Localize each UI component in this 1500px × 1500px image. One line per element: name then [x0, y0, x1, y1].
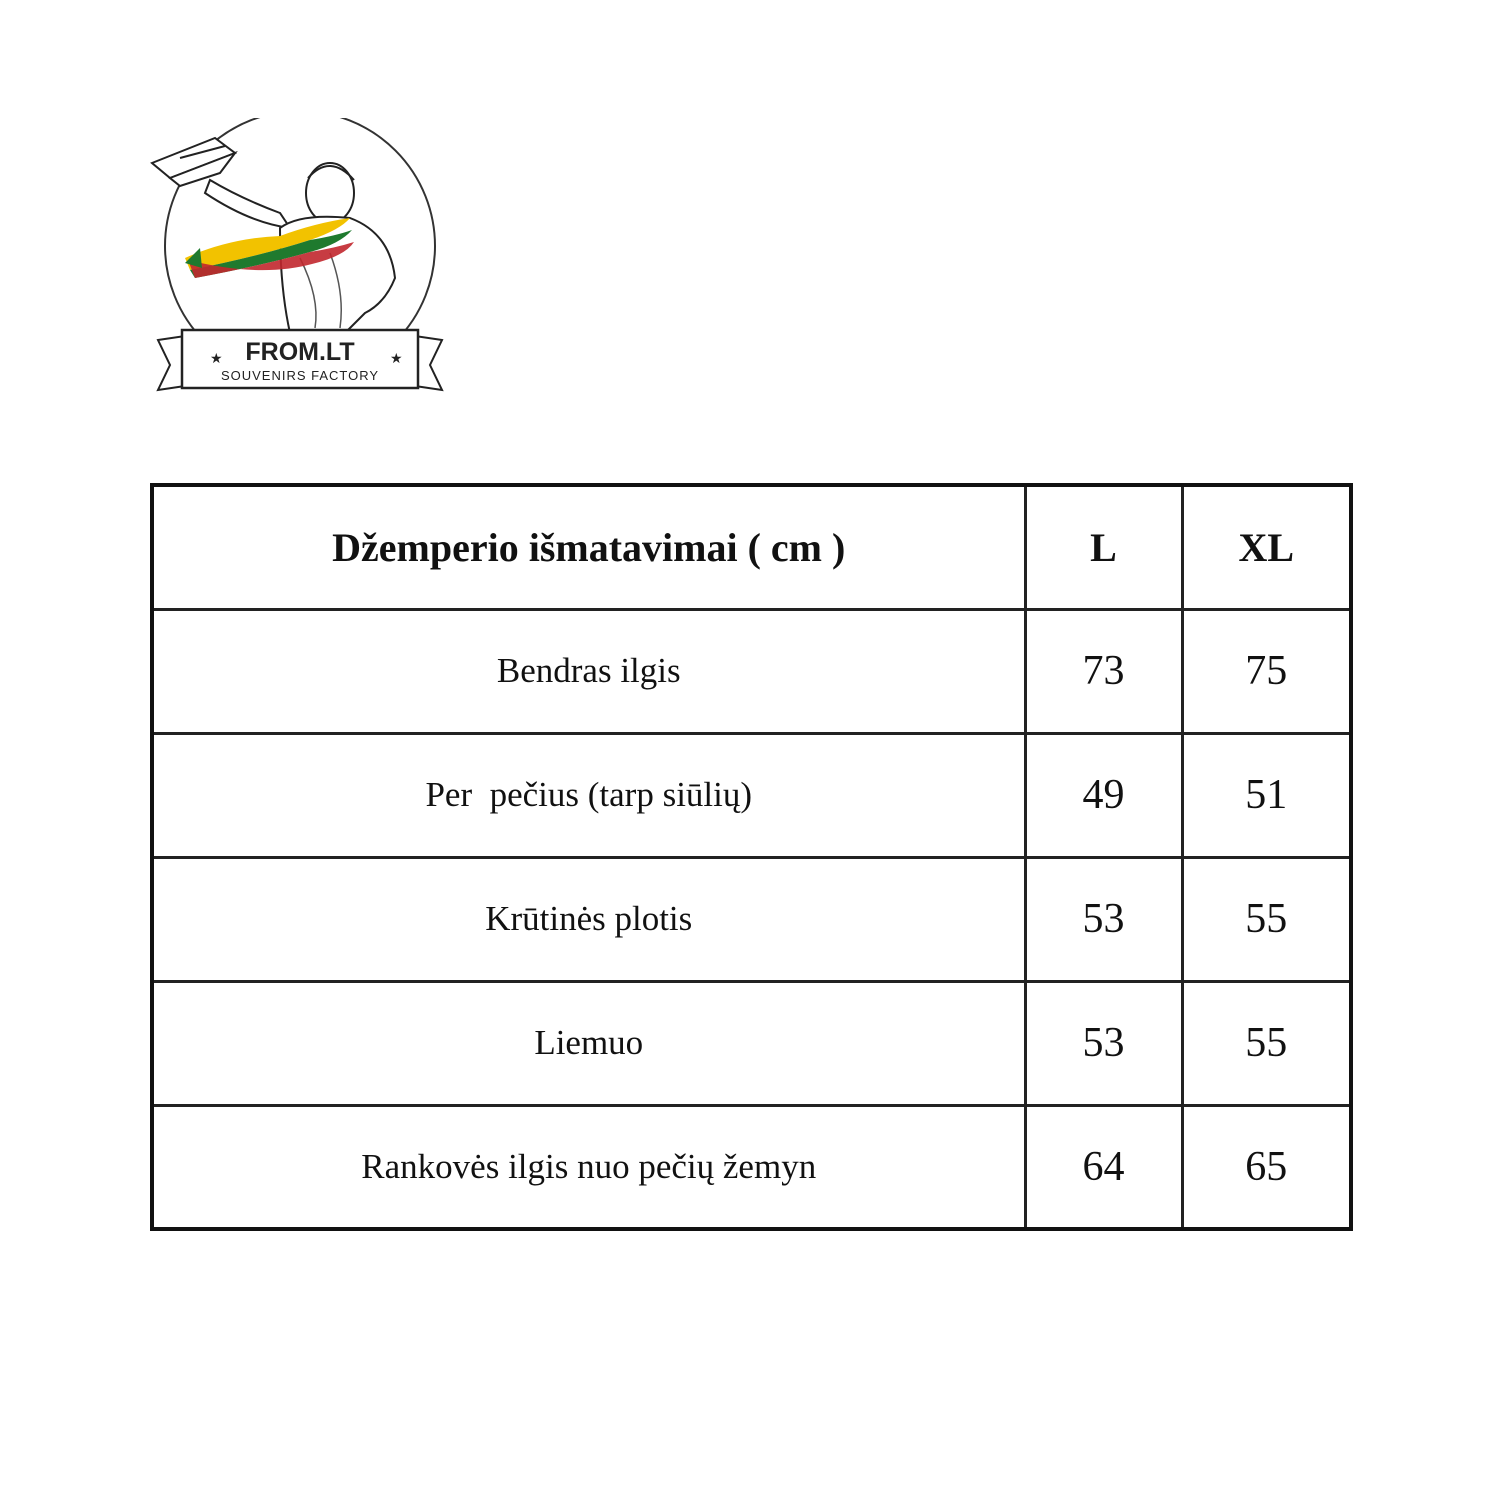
table-row: [152, 1105, 1351, 1229]
row-label: Krūtinės plotis: [152, 857, 1025, 981]
logo-brand-name: FROM.LT: [245, 338, 355, 366]
row-label: Rankovės ilgis nuo pečių žemyn: [152, 1105, 1025, 1229]
value-l: 53: [1025, 857, 1182, 981]
table-row: [152, 857, 1351, 981]
value-xl: 55: [1182, 981, 1351, 1105]
value-xl: 55: [1182, 857, 1351, 981]
table-row: [152, 733, 1351, 857]
row-label: Per pečius (tarp siūlių): [152, 733, 1025, 857]
size-chart-table: [150, 483, 1353, 1231]
table-header-row: [152, 485, 1351, 609]
size-xl-header: XL: [1182, 485, 1351, 609]
star-right-icon: ★: [390, 352, 403, 367]
value-xl: 51: [1182, 733, 1351, 857]
value-l: 53: [1025, 981, 1182, 1105]
value-xl: 65: [1182, 1105, 1351, 1229]
value-xl: 75: [1182, 609, 1351, 733]
value-l: 49: [1025, 733, 1182, 857]
table-row: [152, 981, 1351, 1105]
row-label: Bendras ilgis: [152, 609, 1025, 733]
table-title: Džemperio išmatavimai ( cm ): [152, 485, 1025, 609]
table-row: [152, 609, 1351, 733]
value-l: 73: [1025, 609, 1182, 733]
logo-tagline: SOUVENIRS FACTORY: [220, 368, 380, 383]
row-label: Liemuo: [152, 981, 1025, 1105]
value-l: 64: [1025, 1105, 1182, 1229]
star-left-icon: ★: [210, 352, 223, 367]
brand-logo: [140, 118, 460, 403]
size-l-header: L: [1025, 485, 1182, 609]
